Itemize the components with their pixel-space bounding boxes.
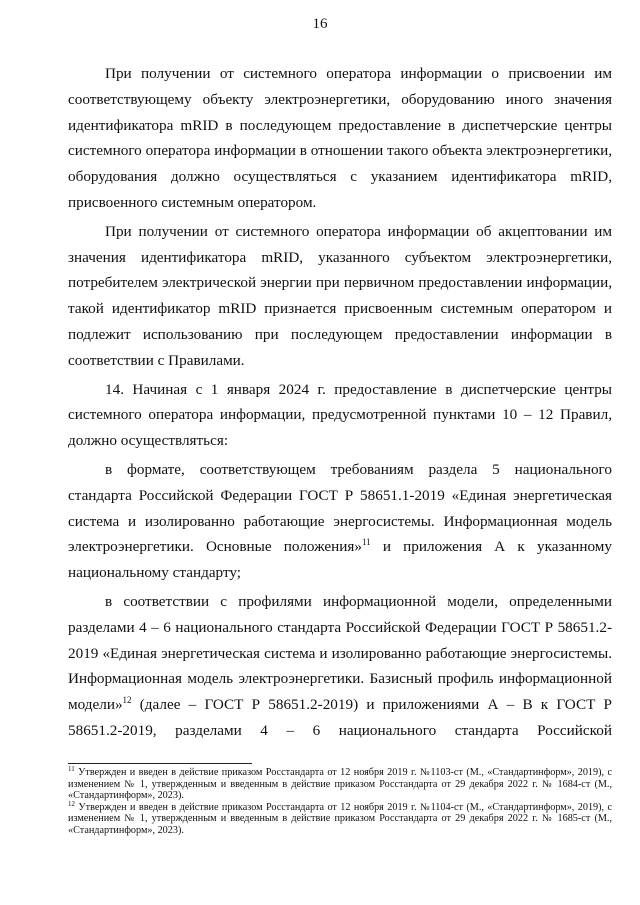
footnote-12 xyxy=(68,799,612,837)
footnotes xyxy=(68,767,612,837)
paragraph-format-text: в формате, соответствующем требованиям раздела 5 национального стандарта Российской Федерации ГОСТ Р 58651.1-2019 «Единая энергетическая система и изолированно работающие энергосистемы. Информационная модель электроэнергетики. Основные положения» xyxy=(68,460,612,556)
footnote-mark: 11 xyxy=(68,765,75,773)
document-body xyxy=(68,61,612,744)
paragraph-item-14: 14. Начиная с 1 января 2024 г. предоставление в диспетчерские центры системного оператора информации, предусмотренной пунктами 10 – 12 Правил, должно осуществляться: xyxy=(68,380,612,450)
paragraph-format-text-end: и приложения А к указанному национальному стандарту; xyxy=(68,538,612,582)
paragraph-profile-requirement xyxy=(68,589,612,744)
footnote-mark: 12 xyxy=(68,799,75,808)
paragraph-format-requirement xyxy=(68,457,612,586)
paragraph-profile-text: в соответствии с профилями информационной модели, определенными разделами 4 – 6 национального стандарта Российской Федерации ГОСТ Р 58651.2-2019 «Единая энергетическая система и изолированно работающие энергосистемы. Информационная модель электроэнергетики. Базисный профиль информационной модели» xyxy=(68,592,612,714)
paragraph-mrid-acceptance: При получении от системного оператора информации об акцептовании им значения идентификатора mRID, указанного субъектом электроэнергетики, потребителем электрической энергии при первичном предоставлении информации, такой идентификатор mRID признается присвоенным системным оператором и подлежит использованию при последующем предоставлении информации в соответствии с Правилами. xyxy=(68,222,612,369)
footnote-separator xyxy=(68,763,252,764)
footnote-text: Утвержден и введен в действие приказом Росстандарта от 12 ноября 2019 г. №1103-ст (М., «Стандартинформ», 2019), с изменением № 1, утвержденным и введенным в действие приказом Росстандарта от 29 декабря 2022 г. № 1684-ст (М., «Стандартинформ», 2023). xyxy=(68,767,612,802)
paragraph-mrid-assignment: При получении от системного оператора информации о присвоении им соответствующему объекту электроэнергетики, оборудованию иного значения идентификатора mRID в последующем предоставление в диспетчерские центры системного оператора информации в отношении такого объекта электроэнергетики, оборудования должно осуществляться с указанием идентификатора mRID, присвоенного системным оператором. xyxy=(68,65,612,211)
footnote-text: Утвержден и введен в действие приказом Росстандарта от 12 ноября 2019 г. №1104-ст (М., «Стандартинформ», 2019), с изменением № 1, утвержденным и введенным в действие приказом Росстандарта от 29 декабря 2022 г. № 1685-ст (М., «Стандартинформ», 2023). xyxy=(68,801,612,836)
footnote-ref-12[interactable]: 12 xyxy=(122,695,132,706)
paragraph-profile-text-end: (далее – ГОСТ Р 58651.2-2019) и приложениями А – В к ГОСТ Р 58651.2-2019, разделами 4 – 6 национального стандарта Российской xyxy=(68,696,612,739)
page-number: 16 xyxy=(312,16,328,32)
footnote-11 xyxy=(68,767,612,802)
footnote-ref-11[interactable]: 11 xyxy=(362,537,371,548)
